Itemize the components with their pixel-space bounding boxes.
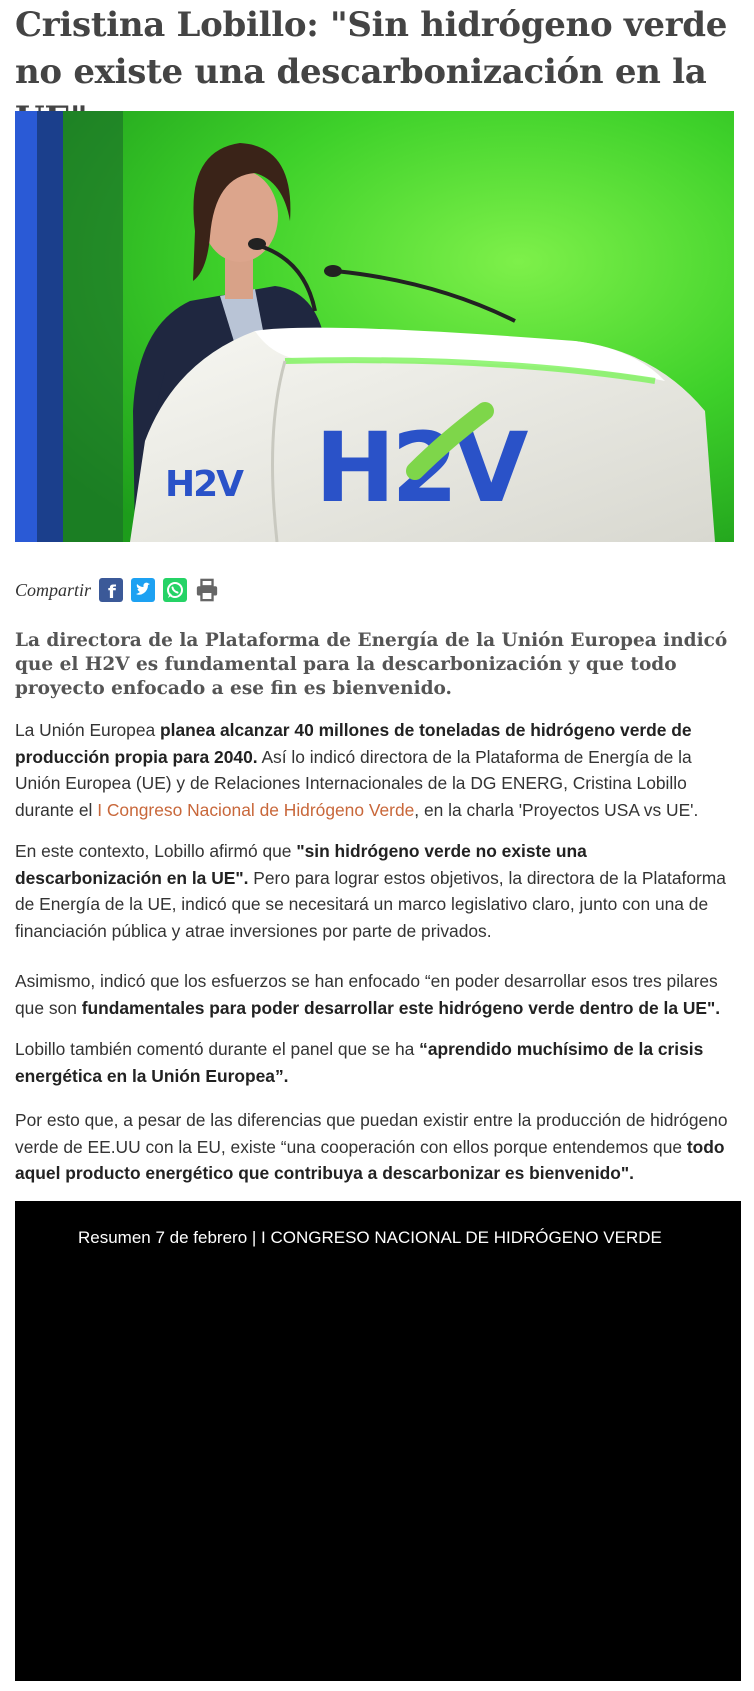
article-lead: La directora de la Plataforma de Energía de la Unión Europea indicó que el H2V es fundamental para la descarbonización y que todo proyecto enfocado a ese fin es bienvenido. [15, 630, 728, 699]
article-paragraph-4: Lobillo también comentó durante el panel que se ha “aprendido muchísimo de la crisis energética en la Unión Europea”. [15, 1039, 704, 1086]
share-label: Compartir [15, 579, 92, 600]
article-paragraph-5: Por esto que, a pesar de las diferencias que puedan existir entre la producción de hidrógeno verde de EE.UU con la EU, existe “una cooperación con ellos porque entendemos que todo aquel producto energético que contribuya a descarbonizar es bienvenido". [15, 1110, 728, 1183]
article-paragraph-1: La Unión Europea planea alcanzar 40 millones de toneladas de hidrógeno verde de producción propia para 2040. Así lo indicó directora de la Plataforma de Energía de la Unión Europea (UE) y de Relaciones Internacionales de la DG ENERG, Cristina Lobillo durante el I Congreso Nacional de Hidrógeno Verde, en la charla 'Proyectos USA vs UE'. [15, 720, 699, 820]
h2v-logo: H2V [315, 412, 525, 524]
twitter-icon[interactable] [131, 578, 155, 602]
share-bar [15, 575, 227, 605]
article-paragraph-2: En este contexto, Lobillo afirmó que "sin hidrógeno verde no existe una descarbonización en la UE". Pero para lograr estos objetivos, la directora de la Plataforma de Energía de la UE, indicó que se necesitará un marco legislativo claro, junto con una de financiación pública y atrae inversiones por parte de privados. [15, 841, 726, 941]
hero-image [15, 111, 734, 542]
whatsapp-icon[interactable] [163, 578, 187, 602]
congreso-link[interactable]: I Congreso Nacional de Hidrógeno Verde [97, 799, 415, 820]
hero-photo-illustration [15, 111, 734, 542]
h2v-logo-small: H2V [165, 464, 243, 505]
print-icon[interactable] [195, 578, 219, 602]
video-title[interactable]: Resumen 7 de febrero | I CONGRESO NACIONAL DE HIDRÓGENO VERDE [78, 1228, 662, 1247]
video-player[interactable] [15, 1201, 741, 1681]
article-paragraph-3: Asimismo, indicó que los esfuerzos se han enfocado “en poder desarrollar esos tres pilares que son fundamentales para poder desarrollar este hidrógeno verde dentro de la UE". [15, 971, 721, 1018]
facebook-icon[interactable] [99, 578, 123, 602]
svg-text:f: f [108, 582, 116, 602]
article-title: Cristina Lobillo: "Sin hidrógeno verde no existe una descarbonización en la [15, 5, 728, 92]
